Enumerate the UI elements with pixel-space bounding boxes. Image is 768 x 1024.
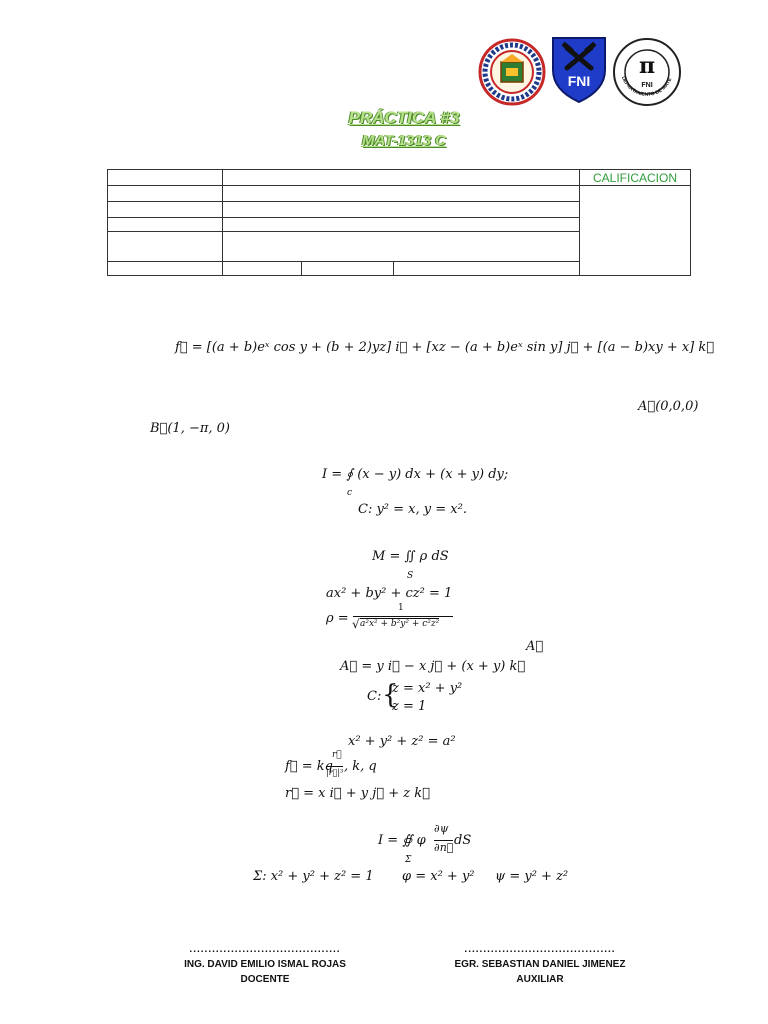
form-input-cell[interactable] [394, 262, 580, 276]
position-vector: r⃗ = x i⃗ + y j⃗ + z k⃗ [285, 786, 430, 801]
form-label-cell [108, 262, 223, 276]
vector-field-equation: f⃗ = [(a + b)eˣ cos y + (b + 2)yz] i⃗ + [xz − (a + b)eˣ sin y] j⃗ + [(a − b)xy + x] k⃗ [175, 340, 715, 355]
form-input-cell[interactable] [223, 202, 580, 218]
math-department-seal-icon [612, 37, 682, 107]
form-label-cell [108, 232, 223, 262]
vector-a-label: A⃗ [526, 639, 544, 654]
curve-definition: C: y² = x, y = x². [358, 502, 467, 517]
ellipsoid-surface: ax² + by² + cz² = 1 [326, 586, 453, 601]
university-seal-icon [478, 38, 546, 106]
form-input-cell[interactable] [223, 186, 580, 202]
page-title: PRÁCTICA #3 [348, 108, 460, 127]
density-numerator: 1 [398, 603, 404, 613]
density-denominator: a²x² + b²y² + c²z² [360, 619, 440, 629]
force-numerator: r⃗ [332, 750, 342, 760]
brace-icon: { [382, 680, 399, 710]
sqrt-sign-icon: √ [352, 617, 360, 631]
signature-line: ........................................ [189, 944, 341, 955]
vector-a-equation: A⃗ = y i⃗ − x j⃗ + (x + y) k⃗ [340, 659, 526, 674]
form-input-cell[interactable] [223, 262, 302, 276]
form-label-cell [108, 170, 223, 186]
line-integral: I = ∮ (x − y) dx + (x + y) dy; [322, 467, 509, 482]
grade-box[interactable] [580, 186, 691, 276]
sphere-equation: x² + y² + z² = a² [348, 734, 456, 749]
course-code: MAT-1313 C [362, 132, 446, 149]
point-a: A⃗(0,0,0) [638, 399, 699, 414]
flux-denominator: ∂n⃗ [434, 841, 454, 854]
mass-integral: M = ∬ ρ dS [372, 549, 449, 564]
form-label-cell [302, 262, 394, 276]
signature-block-auxiliar [435, 944, 645, 985]
flux-subscript: Σ [405, 855, 412, 865]
density-fraction-bar [353, 616, 453, 617]
mass-integral-subscript: S [407, 571, 414, 581]
force-denominator: |r⃗|³ [326, 768, 344, 777]
form-input-cell[interactable] [223, 232, 580, 262]
flux-numerator: ∂ψ [434, 822, 449, 835]
density-lhs: ρ = [326, 611, 349, 626]
signature-name: ING. DAVID EMILIO ISMAL ROJAS [184, 959, 346, 970]
curve-c-equation-1: z = x² + y² [392, 681, 463, 696]
flux-dS: dS [454, 833, 472, 848]
form-input-cell[interactable] [223, 218, 580, 232]
grade-label: CALIFICACION [580, 170, 691, 186]
svg-text:DEPARTAMENTO DE MATEMATICA: DEPARTAMENTO DE MATE [620, 75, 674, 98]
force-constants: , k, q [344, 759, 377, 774]
phi-function: φ = x² + y² [402, 869, 475, 884]
point-b: B⃗(1, −π, 0) [150, 421, 231, 436]
signature-role: DOCENTE [240, 974, 290, 985]
svg-text:π: π [638, 53, 656, 79]
form-label-cell [108, 186, 223, 202]
svg-text:FNI: FNI [641, 82, 653, 89]
sigma-surface: Σ: x² + y² + z² = 1 [253, 869, 374, 884]
signature-line: ........................................ [464, 944, 616, 955]
force-lhs: f⃗ = kq [285, 759, 333, 774]
form-input-cell[interactable] [223, 170, 580, 186]
fni-shield-icon [549, 34, 609, 104]
flux-integral: I = ∯ φ [378, 833, 426, 848]
signature-role: AUXILIAR [516, 974, 564, 985]
form-label-cell [108, 202, 223, 218]
svg-text:FNI: FNI [567, 73, 591, 89]
psi-function: ψ = y² + z² [495, 869, 569, 884]
signature-name: EGR. SEBASTIAN DANIEL JIMENEZ [454, 959, 626, 970]
student-info-table [107, 169, 691, 276]
signature-block-docente [160, 944, 370, 985]
curve-c-equation-2: z = 1 [392, 699, 427, 714]
line-integral-subscript: c [347, 488, 353, 498]
form-label-cell [108, 218, 223, 232]
curve-c-label: C: [367, 689, 382, 704]
